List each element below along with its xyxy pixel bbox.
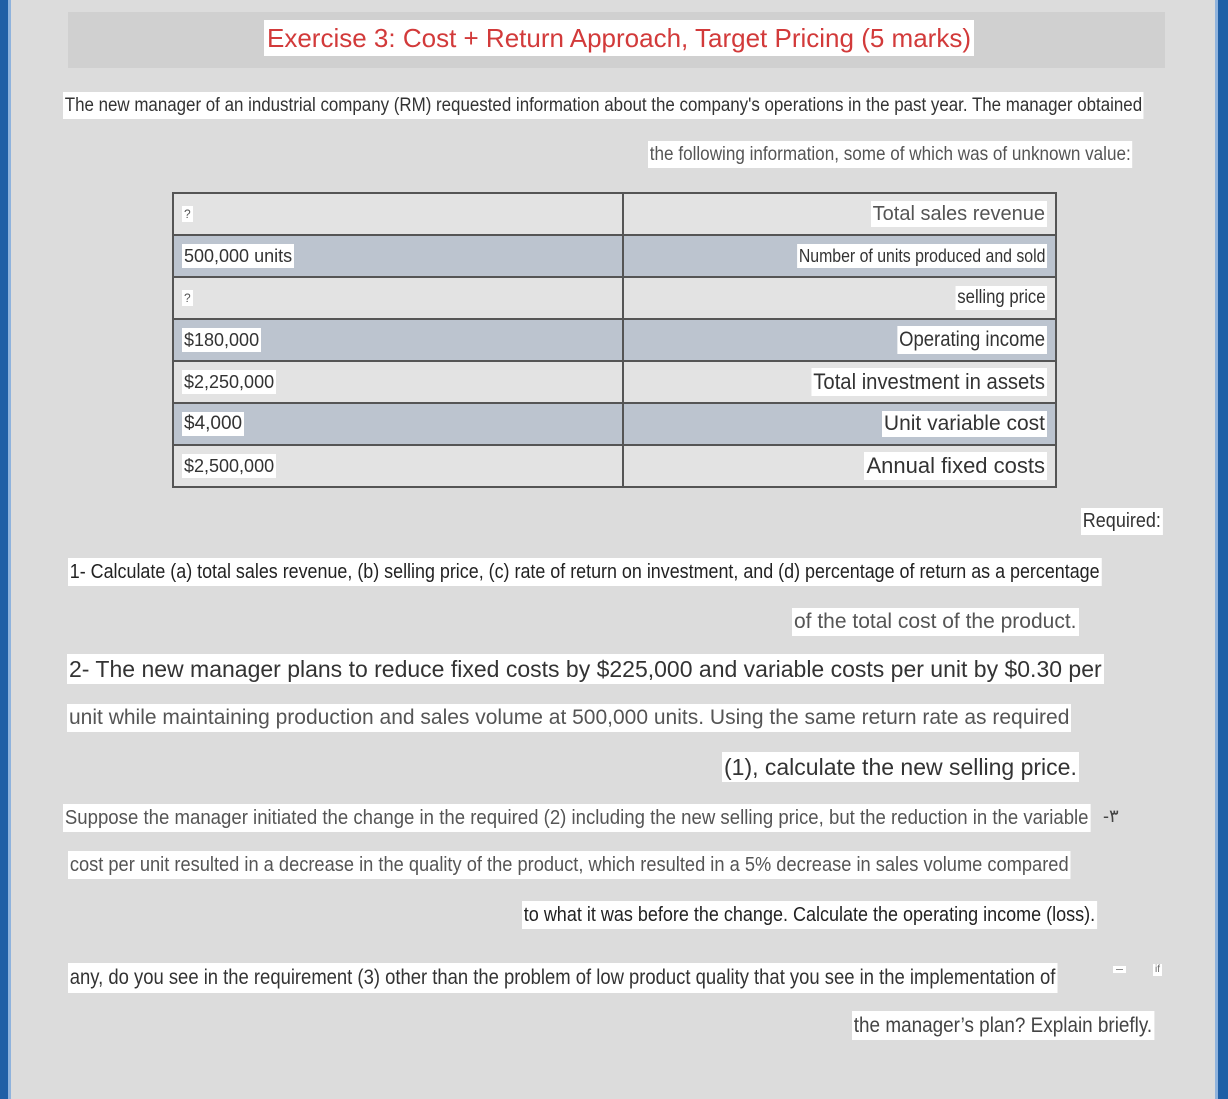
intro-line-2: the following information, some of which was of unknown value: — [648, 141, 1133, 168]
q4-line-1: any, do you see in the requirement (3) other than the problem of low product quality that you see in the implementation of — [68, 963, 1057, 993]
table-row — [173, 319, 1056, 361]
value-cell — [173, 277, 623, 319]
cell-label: Operating income — [898, 326, 1047, 354]
label-cell — [623, 235, 1056, 277]
left-frame-highlight — [8, 0, 11, 1099]
value-cell — [173, 361, 623, 403]
cell-label: Unit variable cost — [883, 412, 1045, 435]
q4-marker: if — [1155, 964, 1160, 975]
value-cell — [173, 319, 623, 361]
table-row — [173, 445, 1056, 487]
q2-line-3: (1), calculate the new selling price. — [724, 754, 1077, 780]
cell-label: selling price — [956, 287, 1046, 308]
right-frame-border — [1218, 0, 1228, 1099]
q3-line-1: Suppose the manager initiated the change in the required (2) including the new selling price, but the reduction in the variable — [63, 804, 1090, 832]
cell-label: Number of units produced and sold — [798, 246, 1046, 266]
cell-label: Annual fixed costs — [866, 453, 1045, 478]
value-cell — [173, 193, 623, 235]
cell-value: $2,500,000 — [184, 456, 275, 476]
table-row — [173, 403, 1056, 445]
q1-line-1: 1- Calculate (a) total sales revenue, (b) selling price, (c) rate of return on investment, and (d) percentage of return as a percentage — [68, 558, 1101, 586]
label-cell — [623, 277, 1056, 319]
q1-line-2: of the total cost of the product. — [792, 608, 1079, 636]
cell-value: $180,000 — [184, 330, 260, 350]
label-cell — [623, 193, 1056, 235]
cell-value: ? — [184, 207, 191, 221]
q2-line-2: unit while maintaining production and sales volume at 500,000 units. Using the same return rate as required — [67, 704, 1071, 732]
q3-line-2: cost per unit resulted in a decrease in the quality of the product, which resulted in a 5% decrease in sales volume compared — [68, 851, 1070, 879]
exercise-title: Exercise 3: Cost + Return Approach, Target Pricing (5 marks) — [264, 20, 974, 56]
q2-line-1: 2- The new manager plans to reduce fixed costs by $225,000 and variable costs per unit by $0.30 per — [69, 656, 1102, 682]
table-row — [173, 193, 1056, 235]
q4-line-2: the manager’s plan? Explain briefly. — [852, 1011, 1154, 1040]
intro-line-1: The new manager of an industrial company (RM) requested information about the company's operations in the past year. The manager obtained — [63, 92, 1144, 119]
cell-value: $4,000 — [184, 413, 243, 434]
label-cell — [623, 319, 1056, 361]
table-row — [173, 361, 1056, 403]
data-table — [172, 192, 1057, 488]
cell-value: $2,250,000 — [184, 372, 275, 392]
cell-label: Total sales revenue — [872, 203, 1045, 225]
table-row — [173, 235, 1056, 277]
cell-value: ? — [184, 291, 191, 305]
q3-number: -٣ — [1103, 806, 1119, 826]
cell-label: Total investment in assets — [813, 369, 1046, 394]
label-cell — [623, 361, 1056, 403]
value-cell — [173, 235, 623, 277]
value-cell — [173, 403, 623, 445]
right-frame-highlight — [1215, 0, 1218, 1099]
label-cell — [623, 403, 1056, 445]
label-cell — [623, 445, 1056, 487]
left-frame-border — [0, 0, 8, 1099]
q3-line-3: to what it was before the change. Calculate the operating income (loss). — [522, 901, 1097, 929]
dash-icon — [1113, 966, 1126, 973]
cell-value: 500,000 units — [184, 246, 293, 266]
value-cell — [173, 445, 623, 487]
dash-icon-stroke — [1116, 969, 1123, 970]
table-row — [173, 277, 1056, 319]
required-heading: Required: — [1081, 508, 1163, 535]
